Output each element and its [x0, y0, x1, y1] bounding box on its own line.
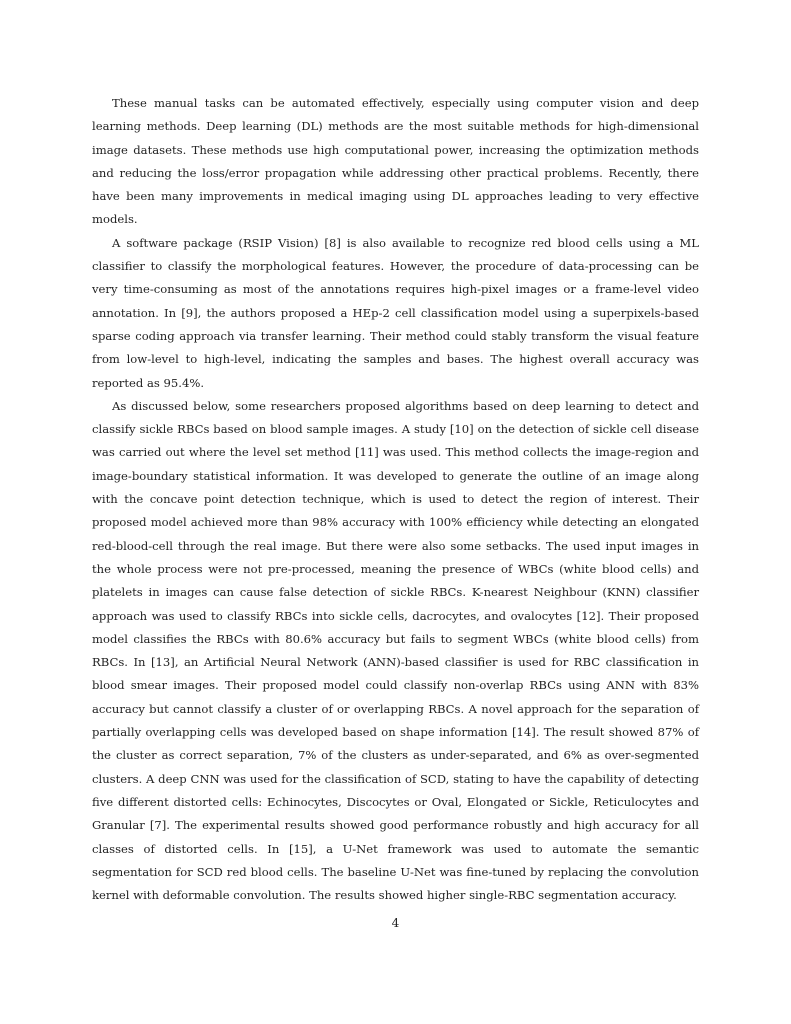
page-number: 4 [391, 916, 400, 930]
body-text [92, 92, 699, 907]
paragraph-dl-automation: These manual tasks can be automated effectively, especially using computer vision and deep learning methods. Deep learning (DL) methods are the most suitable methods for high-dimensional image datasets. These methods use high computational power, increasing the optimization methods and reducing the loss/error propagation while addressing other practical problems. Recently, there have been many improvements in medical imaging using DL approaches leading to very effective models. [92, 96, 699, 227]
paragraph-rsip-vision: A software package (RSIP Vision) [8] is also available to recognize red blood cells using a ML classifier to classify the morphological features. However, the procedure of data-processing can be very time-consuming as most of the annotations requires high-pixel images or a frame-level video annotation. In [9], the authors proposed a HEp-2 cell classification model using a superpixels-based sparse coding approach via transfer learning. Their method could stably transform the visual feature from low-level to high-level, indicating the samples and bases. The highest overall accuracy was reported as 95.4%. [92, 235, 699, 390]
paragraph-sickle-rbc-studies: As discussed below, some researchers proposed algorithms based on deep learning to detect and classify sickle RBCs based on blood sample images. A study [10] on the detection of sickle cell disease was carried out where the level set method [11] was used. This method collects the image-region and image-boundary statistical information. It was developed to generate the outline of an image along with the concave point detection technique, which is used to detect the region of interest. Their proposed model achieved more than 98% accuracy with 100% efficiency while detecting an elongated red-blood-cell through the real image. But there were also some setbacks. The used input images in the whole process were not pre-processed, meaning the presence of WBCs (white blood cells) and platelets in images can cause false detection of sickle RBCs. K-nearest Neighbour (KNN) classifier approach was used to classify RBCs into sickle cells, dacrocytes, and ovalocytes [12]. Their proposed model classifies the RBCs with 80.6% accuracy but fails to segment WBCs (white blood cells) from RBCs. In [13], an Artificial Neural Network (ANN)-based classifier is used for RBC classification in blood smear images. Their proposed model could classify non-overlap RBCs using ANN with 83% accuracy but cannot classify a cluster of or overlapping RBCs. A novel approach for the separation of partially overlapping cells was developed based on shape information [14]. The result showed 87% of the cluster as correct separation, 7% of the clusters as under-separated, and 6% as over-segmented clusters. A deep CNN was used for the classification of SCD, stating to have the capability of detecting five different distorted cells: Echinocytes, Discocytes or Oval, Elongated or Sickle, Reticulocytes and Granular [7]. The experimental results showed good performance robustly and high accuracy for all classes of distorted cells. In [15], a U-Net framework was used to automate the semantic segmentation for SCD red blood cells. The baseline U-Net was fine-tuned by replacing the convolution kernel with deformable convolution. The results showed higher single-RBC segmentation accuracy. [92, 398, 699, 903]
